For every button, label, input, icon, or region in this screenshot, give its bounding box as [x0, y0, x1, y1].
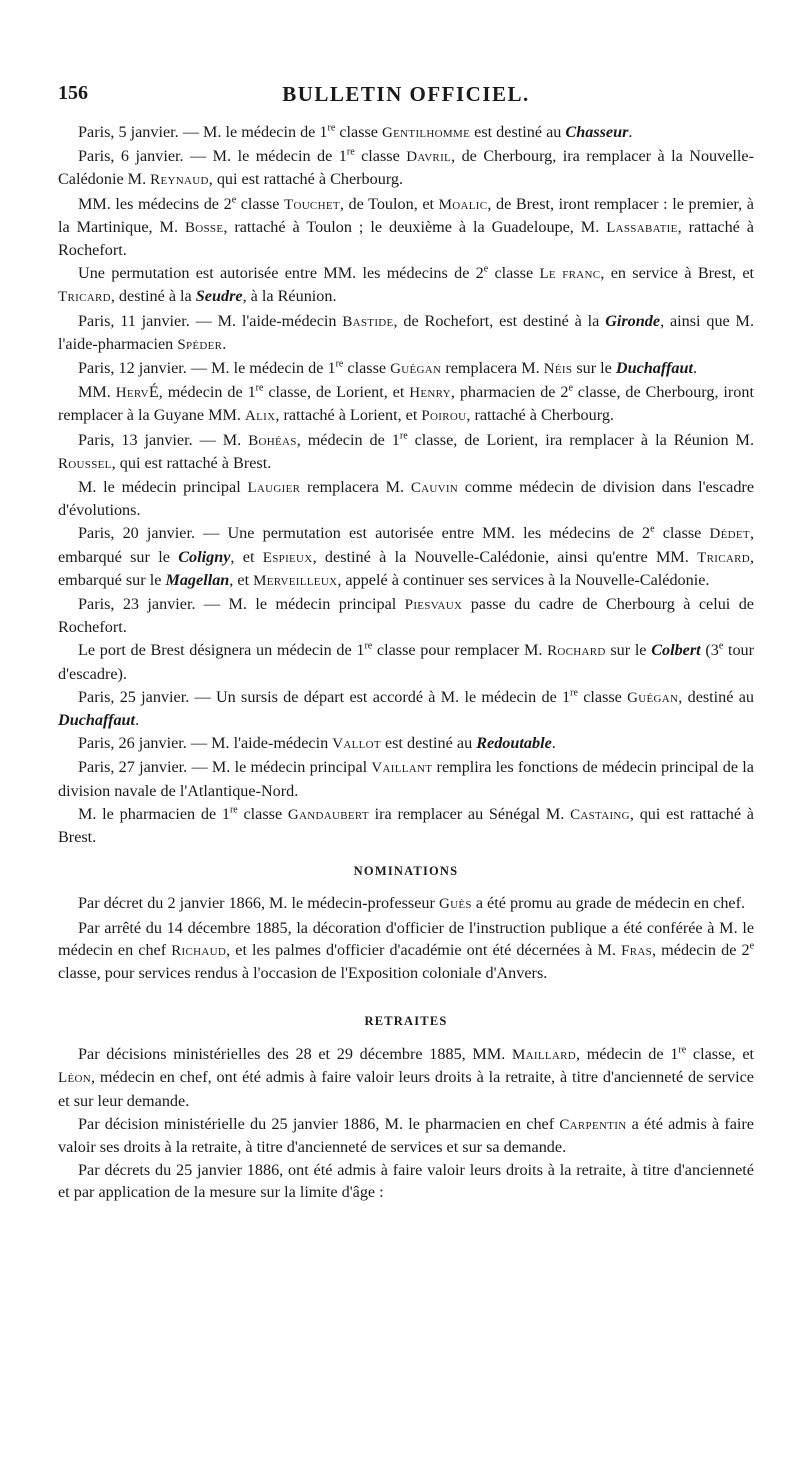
posting-paragraph: Paris, 12 janvier. — M. le médecin de 1re classe Guégan remplacera M. Néis sur le Duchaffaut.	[78, 358, 697, 378]
posting-paragraph: Une permutation est autorisée entre MM. les médecins de 2e classe Le franc, en service à Brest, et Tricard, destiné à la Seudre, à la Réunion.	[58, 263, 755, 306]
posting-paragraph: MM. les médecins de 2e classe Touchet, de Toulon, et Moalic, de Brest, iront remplacer : le premier, à la Martinique, M. Bosse, rattaché à Toulon ; le deuxième à la Guadeloupe, M. Lassabatie, rattaché à Rochefort.	[58, 194, 754, 260]
retraites-heading: RETRAITES	[364, 1014, 448, 1029]
retraites-section	[58, 1043, 754, 1203]
posting-paragraph: Paris, 6 janvier. — M. le médecin de 1re classe Davril, de Cherbourg, ira remplacer à la Nouvelle-Calédonie M. Reynaud, qui est rattaché à Cherbourg.	[58, 146, 755, 189]
retraite-paragraph: Par décrets du 25 janvier 1886, ont été admis à faire valoir leurs droits à la retraite, à titre d'ancienneté et par application de la mesure sur la limite d'âge :	[58, 1161, 754, 1202]
nomination-paragraph: Par arrêté du 14 décembre 1885, la décoration d'officier de l'instruction publique a été conférée à M. le médecin en chef Richaud, et les palmes d'officier d'académie ont été décernées à M. Fras, médecin de 2e classe, pour services rendus à l'occasion de l'Exposition coloniale d'Anvers.	[58, 918, 755, 982]
posting-paragraph: M. le médecin principal Laugier remplacera M. Cauvin comme médecin de division dans l'escadre d'évolutions.	[58, 478, 755, 520]
nominations-section	[58, 892, 754, 984]
nomination-paragraph: Par décret du 2 janvier 1866, M. le médecin-professeur Guès a été promu au grade de médecin en chef.	[78, 894, 746, 913]
retraite-paragraph: Par décision ministérielle du 25 janvier 1886, M. le pharmacien en chef Carpentin a été admis à faire valoir ses droits à la retraite, à titre d'ancienneté de services et sur sa demande.	[58, 1114, 754, 1156]
posting-paragraph: Paris, 25 janvier. — Un sursis de départ est accordé à M. le médecin de 1re classe Guégan, destiné au Duchaffaut.	[58, 687, 754, 730]
nominations-heading: NOMINATIONS	[353, 864, 459, 879]
posting-paragraph: Le port de Brest désignera un médecin de 1re classe pour remplacer M. Rochard sur le Colbert (3e tour d'escadre).	[58, 641, 755, 683]
postings-section	[58, 121, 754, 848]
posting-paragraph: M. le pharmacien de 1re classe Gandaubert ira remplacer au Sénégal M. Castaing, qui est rattaché à Brest.	[58, 804, 754, 847]
posting-paragraph: Paris, 13 janvier. — M. Bohéas, médecin de 1re classe, de Lorient, ira remplacer à la Réunion M. Roussel, qui est rattaché à Brest.	[58, 430, 754, 472]
posting-paragraph: Paris, 23 janvier. — M. le médecin principal Piesvaux passe du cadre de Cherbourg à celui de Rochefort.	[58, 595, 754, 637]
posting-paragraph: Paris, 5 janvier. — M. le médecin de 1re classe Gentilhomme est destiné au Chasseur.	[78, 122, 633, 141]
posting-paragraph: Paris, 26 janvier. — M. l'aide-médecin Vallot est destiné au Redoutable.	[78, 734, 556, 753]
posting-paragraph: Paris, 11 janvier. — M. l'aide-médecin Bastide, de Rochefort, est destiné à la Gironde, ainsi que M. l'aide-pharmacien Spéder.	[58, 311, 754, 353]
posting-paragraph: Paris, 20 janvier. — Une permutation est autorisée entre MM. les médecins de 2e classe Dédet, embarqué sur le Coligny, et Espieux, destiné à la Nouvelle-Calédonie, ainsi qu'entre MM. Tricard, embarqué sur le Magellan, et Merveilleux, appelé à continuer ses services à la Nouvelle-Calédonie.	[58, 524, 754, 589]
running-title: BULLETIN OFFICIEL.	[282, 82, 530, 106]
posting-paragraph: MM. HervÉ, médecin de 1re classe, de Lorient, et Henry, pharmacien de 2e classe, de Cherbourg, iront remplacer à la Guyane MM. Alix, rattaché à Lorient, et Poirou, rattaché à Cherbourg.	[58, 382, 754, 425]
page-header	[58, 82, 754, 112]
page-body	[58, 120, 754, 1204]
page-number: 156	[58, 82, 88, 104]
posting-paragraph: Paris, 27 janvier. — M. le médecin principal Vaillant remplira les fonctions de médecin principal de la division navale de l'Atlantique-Nord.	[58, 758, 754, 800]
retraite-paragraph: Par décisions ministérielles des 28 et 29 décembre 1885, MM. Maillard, médecin de 1re classe, et Léon, médecin en chef, ont été admis à faire valoir leurs droits à la retraite, à titre d'ancienneté de service et sur leur demande.	[58, 1044, 754, 1110]
